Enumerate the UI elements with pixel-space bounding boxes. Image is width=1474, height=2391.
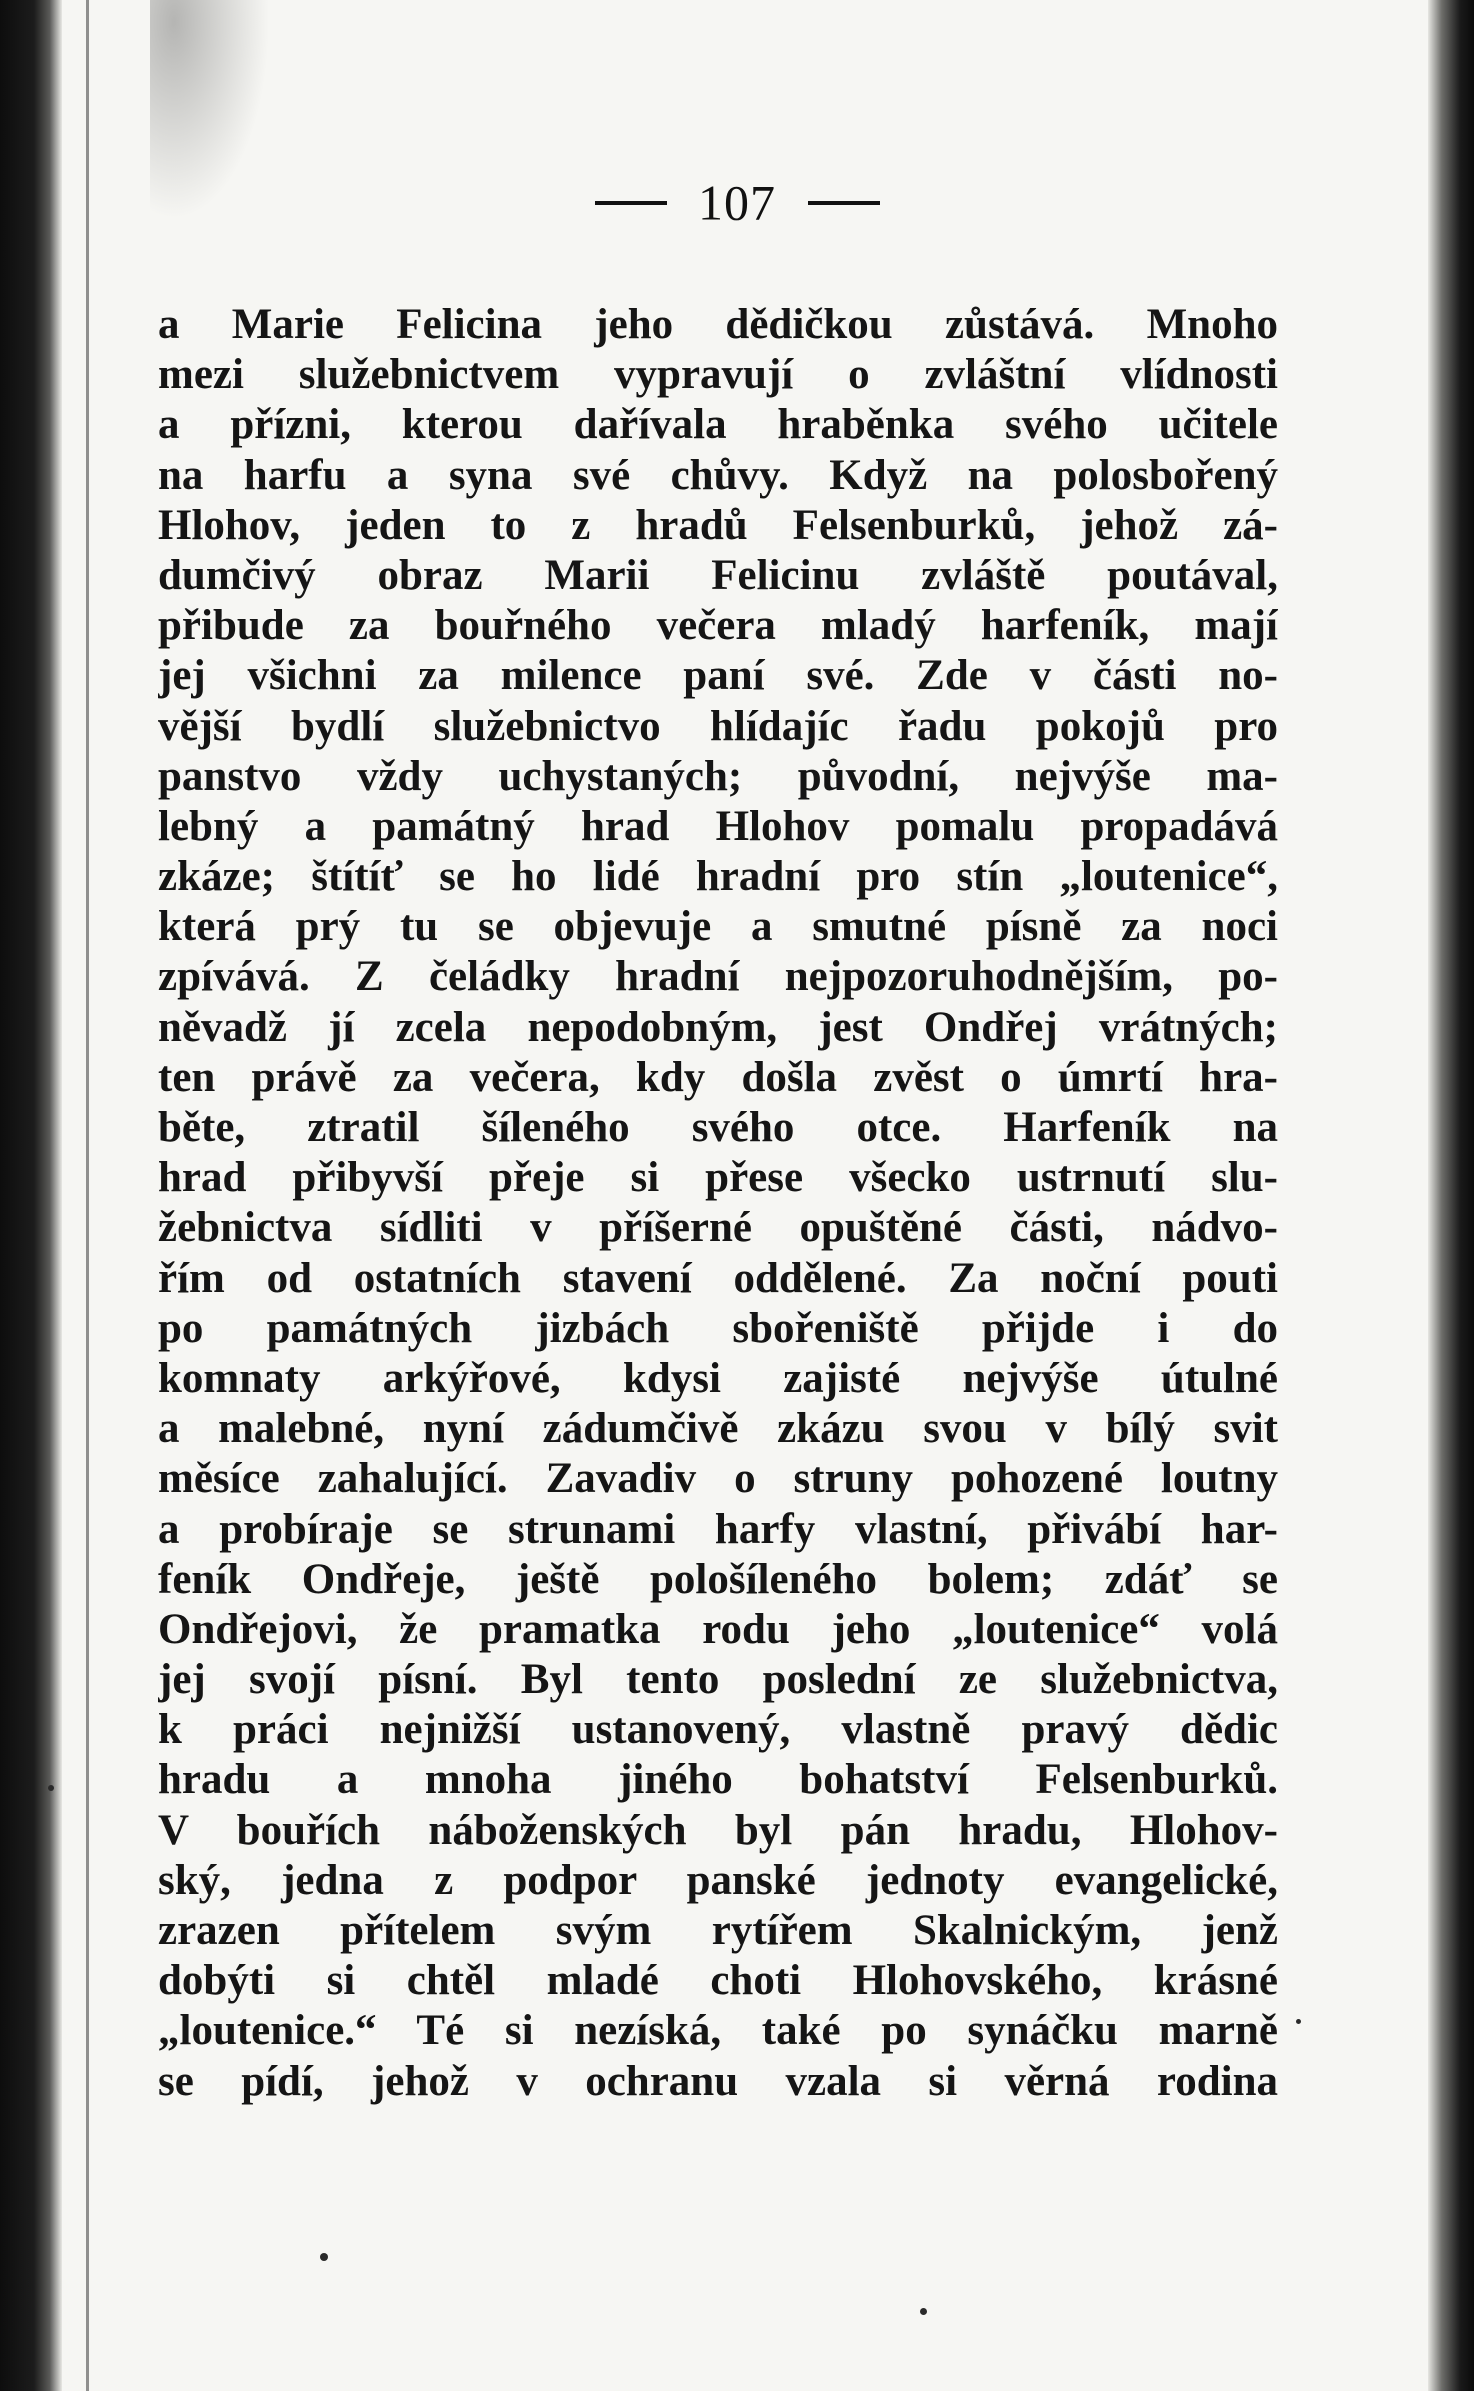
text-line: ten právě za večera, kdy došla zvěst o úmrtí hra- [158,1053,1278,1101]
text-line: dobýti si chtěl mladé choti Hlohovského, krásné [158,1957,1278,2005]
header-dash-left [595,201,667,205]
text-line: panstvo vždy uchystaných; původní, nejvýše ma- [158,752,1278,800]
text-line: lebný a památný hrad Hlohov pomalu propadává [158,802,1278,850]
page-right-edge [1428,0,1474,2391]
text-line: řím od ostatních stavení oddělené. Za noční pouti [158,1254,1278,1302]
text-line: přibude za bouřného večera mladý harfeník, mají [158,602,1278,650]
body-text [158,300,1278,2107]
text-line: na harfu a syna své chůvy. Když na polosbořený [158,451,1278,499]
text-line: a přízni, kterou dařívala hraběnka svého učitele [158,401,1278,449]
text-line: dumčivý obraz Marii Felicinu zvláště poutával, [158,551,1278,599]
page-binding-edge [0,0,62,2391]
text-line: něvadž jí zcela nepodobným, jest Ondřej vrátných; [158,1003,1278,1051]
scan-speck [1296,2019,1301,2024]
text-line: vější bydlí služebnictvo hlídajíc řadu pokojů pro [158,702,1278,750]
text-line: žebnictva sídliti v příšerné opuštěné části, nádvo- [158,1204,1278,1252]
text-line: se pídí, jehož v ochranu vzala si věrná rodina [158,2057,1278,2105]
text-line: Ondřejovi, že pramatka rodu jeho „loutenice“ volá [158,1605,1278,1653]
text-line: komnaty arkýřové, kdysi zajisté nejvýše útulné [158,1354,1278,1402]
text-line: Hlohov, jeden to z hradů Felsenburků, jehož zá- [158,501,1278,549]
text-line: běte, ztratil šíleného svého otce. Harfeník na [158,1104,1278,1151]
text-line: zpívává. Z čeládky hradní nejpozoruhodnějším, po- [158,953,1278,1001]
page-header [0,168,1474,232]
text-line: po památných jizbách sbořeniště přijde i do [158,1304,1278,1352]
text-line: jej všichni za milence paní své. Zde v části no- [158,652,1278,700]
text-line: a malebné, nyní zádumčivě zkázu svou v bílý svit [158,1405,1278,1453]
scan-speck [48,1785,54,1791]
text-line: a Marie Felicina jeho dědičkou zůstává. Mnoho [158,301,1278,348]
text-line: mezi služebnictvem vypravují o zvláštní vlídnosti [158,351,1278,399]
header-dash-right [808,201,880,205]
text-line: ský, jedna z podpor panské jednoty evangelické, [158,1856,1278,1904]
text-line: zkáze; štítíť se ho lidé hradní pro stín „loutenice“, [158,853,1278,901]
text-line: a probíraje se strunami harfy vlastní, přivábí har- [158,1505,1278,1553]
binding-shadow-line [86,0,89,2391]
text-line: měsíce zahalující. Zavadiv o struny pohozené loutny [158,1455,1278,1503]
text-line: hrad přibyvší přeje si přese všecko ustrnutí slu- [158,1154,1278,1202]
text-line: hradu a mnoha jiného bohatství Felsenburků. [158,1756,1278,1804]
text-line: V bouřích náboženských byl pán hradu, Hlohov- [158,1806,1278,1854]
scan-speck [920,2308,927,2315]
scan-speck [320,2253,328,2261]
text-line: feník Ondřeje, ještě pološíleného bolem; zdáť se [158,1555,1278,1603]
text-line: která prý tu se objevuje a smutné písně za noci [158,903,1278,951]
text-line: jej svojí písní. Byl tento poslední ze služebnictva, [158,1656,1278,1704]
text-line: zrazen přítelem svým rytířem Skalnickým, jenž [158,1907,1278,1954]
text-line: k práci nejnižší ustanovený, vlastně pravý dědic [158,1706,1278,1754]
text-line: „loutenice.“ Té si nezíská, také po synáčku marně [158,2007,1278,2055]
page-number: 107 [698,174,776,231]
